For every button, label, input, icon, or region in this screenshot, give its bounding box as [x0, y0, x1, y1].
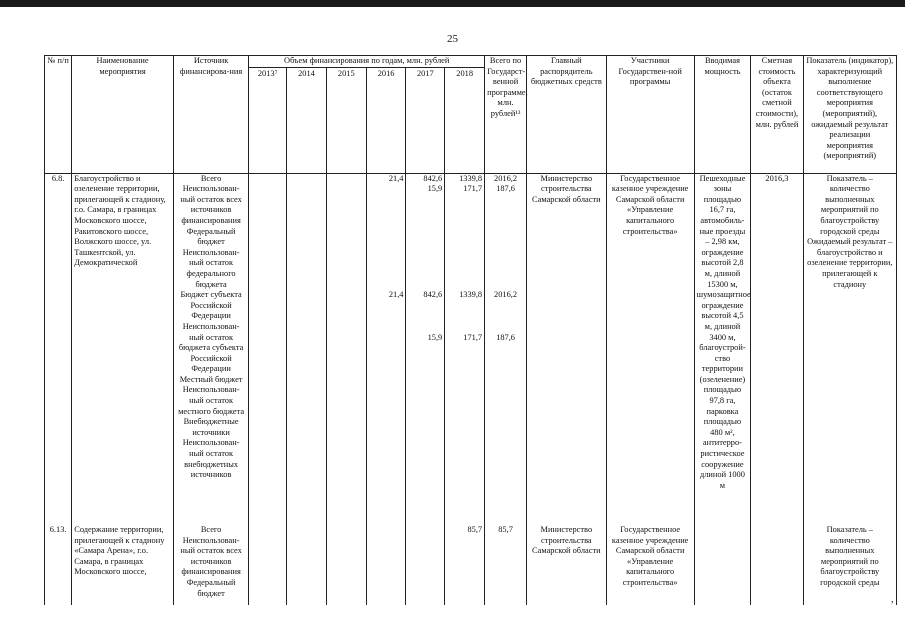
estimated-cost [751, 525, 803, 605]
source-label: Всего [200, 525, 222, 535]
value-cell: 1339,8 [459, 290, 483, 300]
year-2014-values [287, 173, 327, 525]
funding-sources [173, 525, 248, 605]
year-2013-values [249, 173, 287, 525]
year-2016-values [366, 525, 406, 605]
total-values [485, 173, 527, 525]
header-year: 2014 [287, 67, 327, 173]
source-label: Федеральный бюджет [186, 578, 236, 598]
indicator: Показатель – количество выполненных мероприятий по благоустройству городской среды [803, 525, 896, 605]
row-number: 6.8. [45, 173, 72, 525]
financing-table [44, 55, 897, 605]
year-2018-values [445, 173, 485, 525]
year-2015-values [326, 173, 366, 525]
year-2017-values [406, 525, 445, 605]
source-label: Бюджет субъекта Российской Федерации [180, 290, 242, 321]
source-label: Внебюджетные источники [183, 417, 239, 437]
value-cell: 171,7 [463, 332, 483, 342]
budget-manager: Министерство строительства Самарской области [527, 525, 607, 605]
value-cell: 15,9 [427, 184, 443, 194]
page-number: 25 [447, 33, 458, 45]
header-year: 2017 [406, 67, 445, 173]
header-cost: Сметная стоимость объекта (остаток сметной стоимости), млн. рублей [751, 56, 803, 174]
measure-name: Благоустройство и озеленение территории, прилегающей к стадиону, г.о. Самара, в границах Московского шоссе, Ракитовского шоссе, Волжского шоссе, ул. Ташкентской, ул. Демократической [72, 173, 174, 525]
header-indicator: Показатель (индикатор), характеризующий выполнение соответствующего мероприятия (мероприятий), ожидаемый результат реализации мероприятия (мероприятий) [803, 56, 896, 174]
header-manager: Главный распорядитель бюджетных средств [527, 56, 607, 174]
introduced-capacity [694, 525, 751, 605]
funding-sources [173, 173, 248, 525]
source-label: Неиспользован-ный остаток местного бюджета [178, 385, 245, 416]
value-cell: 187,6 [496, 332, 515, 342]
total-values [485, 525, 527, 605]
header-source: Источник финансирова-ния [173, 56, 248, 174]
value-cell: 85,7 [467, 525, 483, 535]
estimated-cost: 2016,3 [751, 173, 803, 525]
value-cell: 21,4 [388, 290, 404, 300]
measure-name: Содержание территории, прилегающей к стадиону «Самара Арена», г.о. Самара, в границах Московского шоссе, [72, 525, 174, 605]
header-volume: Объем финансирования по годам, млн. рублей [249, 56, 485, 68]
value-cell: 2016,2 [494, 173, 518, 183]
value-cell: 171,7 [463, 184, 483, 194]
value-cell: 1339,8 [459, 173, 483, 183]
value-cell: 21,4 [388, 173, 404, 183]
row-number: 6.13. [45, 525, 72, 605]
value-cell: 2016,2 [494, 290, 518, 300]
value-cell: 842,6 [423, 173, 443, 183]
program-participants: Государственное казенное учреждение Самарской области «Управление капитального строительства» [606, 173, 694, 525]
introduced-capacity: Пешеходные зоны площадью 16,7 га, автомобиль-ные проезды – 2,98 км, ограждение высотой 2,8 м, длиной 15300 м, шумозащитное ограждение высотой 4,5 м, длиной 3400 м, благоустрой-ство территории (озеленение) площадью 97,8 га, парковка площадью 480 м², антитерро-ристическое сооружение длиной 1000 м [694, 173, 751, 525]
source-label: Неиспользован-ный остаток всех источников финансирования [180, 535, 242, 577]
value-cell: 842,6 [423, 290, 443, 300]
source-label: Неиспользован-ный остаток внебюджетных источников [182, 438, 240, 480]
year-2014-values [287, 525, 327, 605]
year-2016-values [366, 173, 406, 525]
header-year: 2016 [366, 67, 406, 173]
source-label: Неиспользован-ный остаток федерального бюджета [182, 247, 240, 289]
header-total: Всего по Государст-венной программе, млн. рублей¹³ [485, 56, 527, 174]
value-cell: 187,6 [496, 184, 515, 194]
budget-manager: Министерство строительства Самарской области [527, 173, 607, 525]
header-year: 2015 [326, 67, 366, 173]
source-label: Всего [200, 173, 222, 183]
source-label: Федеральный бюджет [186, 226, 236, 247]
year-2018-values [445, 525, 485, 605]
year-2015-values [326, 525, 366, 605]
source-label: Неиспользован-ный остаток бюджета субъекта Российской Федерации [178, 321, 244, 374]
indicator: Показатель – количество выполненных мероприятий по благоустройству городской среды Ожидаемый результат – благоустройство и озеленение территории, прилегающей к стадиону [803, 173, 896, 525]
header-num: № п/п [45, 56, 72, 174]
source-label: Неиспользован-ный остаток всех источников финансирования [180, 184, 242, 225]
source-label: Местный бюджет [179, 374, 243, 384]
header-year: 2018 [445, 67, 485, 173]
value-cell: 85,7 [498, 525, 513, 535]
header-participants: Участники Государствен-ной программы [606, 56, 694, 174]
header-name: Наименование мероприятия [72, 56, 174, 174]
header-year: 2013⁷ [249, 67, 287, 173]
scan-top-edge [0, 0, 905, 7]
year-2013-values [249, 525, 287, 605]
scan-mark: , [891, 594, 894, 605]
header-capacity: Вводимая мощность [694, 56, 751, 174]
program-participants: Государственное казенное учреждение Самарской области «Управление капитального строительства» [606, 525, 694, 605]
value-cell: 15,9 [427, 332, 443, 342]
year-2017-values [406, 173, 445, 525]
